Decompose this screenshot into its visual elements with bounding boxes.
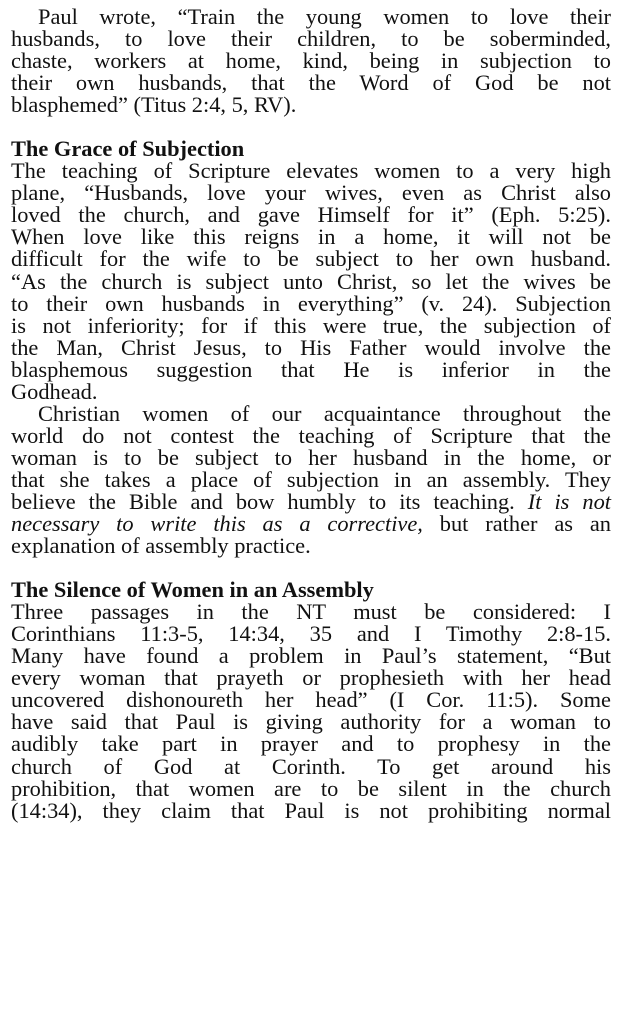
text-line: (14:34), they claim that Paul is not prohibiting normal bbox=[11, 797, 611, 823]
text-line: church of God at Corinth. To get around his bbox=[11, 753, 611, 779]
text-line: husbands, to love their children, to be soberminded, bbox=[11, 26, 611, 52]
text-line: uncovered dishonoureth her head” (I Cor. 11:5). Some bbox=[11, 687, 611, 713]
section-heading: The Silence of Women in an Assembly bbox=[11, 577, 374, 603]
text-line: woman is to be subject to her husband in the home, or bbox=[11, 444, 611, 470]
paragraph-gap bbox=[11, 116, 611, 138]
text-line: chaste, workers at home, kind, being in subjection to bbox=[11, 48, 611, 74]
paragraph-gap bbox=[11, 557, 611, 579]
text-line: Corinthians 11:3-5, 14:34, 35 and I Timothy 2:8-15. bbox=[11, 621, 611, 647]
text-line: Godhead. bbox=[11, 378, 98, 404]
document-page bbox=[11, 0, 611, 822]
text-run: believe the Bible and bow humbly to its teaching. bbox=[11, 488, 515, 514]
text-line: their own husbands, that the Word of God be not bbox=[11, 70, 611, 96]
text-line: Paul wrote, “Train the young women to love their bbox=[38, 4, 611, 29]
text-line: every woman that prayeth or prophesieth with her head bbox=[11, 665, 611, 691]
italic-text: necessary to write this as a corrective, bbox=[11, 511, 423, 537]
text-line: to their own husbands in everything” (v. 24). Subjection bbox=[11, 290, 611, 316]
text-line: blasphemous suggestion that He is inferior in the bbox=[11, 356, 611, 382]
section-heading: The Grace of Subjection bbox=[11, 136, 245, 162]
text-line: is not inferiority; for if this were true, the subjection of bbox=[11, 312, 611, 338]
text-line: prohibition, that women are to be silent in the church bbox=[11, 775, 611, 801]
section-silence-of-women bbox=[11, 579, 611, 822]
text-line: that she takes a place of subjection in an assembly. They bbox=[11, 466, 611, 492]
text-line bbox=[11, 513, 611, 535]
text-line: world do not contest the teaching of Scripture that the bbox=[11, 422, 611, 448]
text-line: audibly take part in prayer and to prophesy in the bbox=[11, 731, 611, 757]
text-line: difficult for the wife to be subject to her own husband. bbox=[11, 246, 611, 272]
italic-text: It is not bbox=[527, 488, 611, 514]
text-line: the Man, Christ Jesus, to His Father would involve the bbox=[11, 334, 611, 360]
text-line bbox=[11, 488, 611, 514]
text-line: Many have found a problem in Paul’s statement, “But bbox=[11, 643, 611, 669]
text-line: blasphemed” (Titus 2:4, 5, RV). bbox=[11, 92, 297, 118]
text-line: Three passages in the NT must be considered: I bbox=[11, 599, 611, 625]
text-line: The teaching of Scripture elevates women to a very high bbox=[11, 158, 611, 184]
text-line: explanation of assembly practice. bbox=[11, 533, 311, 559]
text-line: “As the church is subject unto Christ, so let the wives be bbox=[11, 268, 611, 294]
text-run: but rather as an bbox=[439, 511, 611, 537]
text-line: plane, “Husbands, love your wives, even as Christ also bbox=[11, 180, 611, 206]
section-grace-of-subjection bbox=[11, 138, 611, 557]
text-line: Christian women of our acquaintance throughout the bbox=[38, 400, 611, 426]
text-line: loved the church, and gave Himself for it” (Eph. 5:25). bbox=[11, 202, 611, 228]
text-line: When love like this reigns in a home, it will not be bbox=[11, 224, 611, 250]
paragraph-titus-quote bbox=[11, 6, 611, 116]
text-line: have said that Paul is giving authority for a woman to bbox=[11, 709, 611, 735]
